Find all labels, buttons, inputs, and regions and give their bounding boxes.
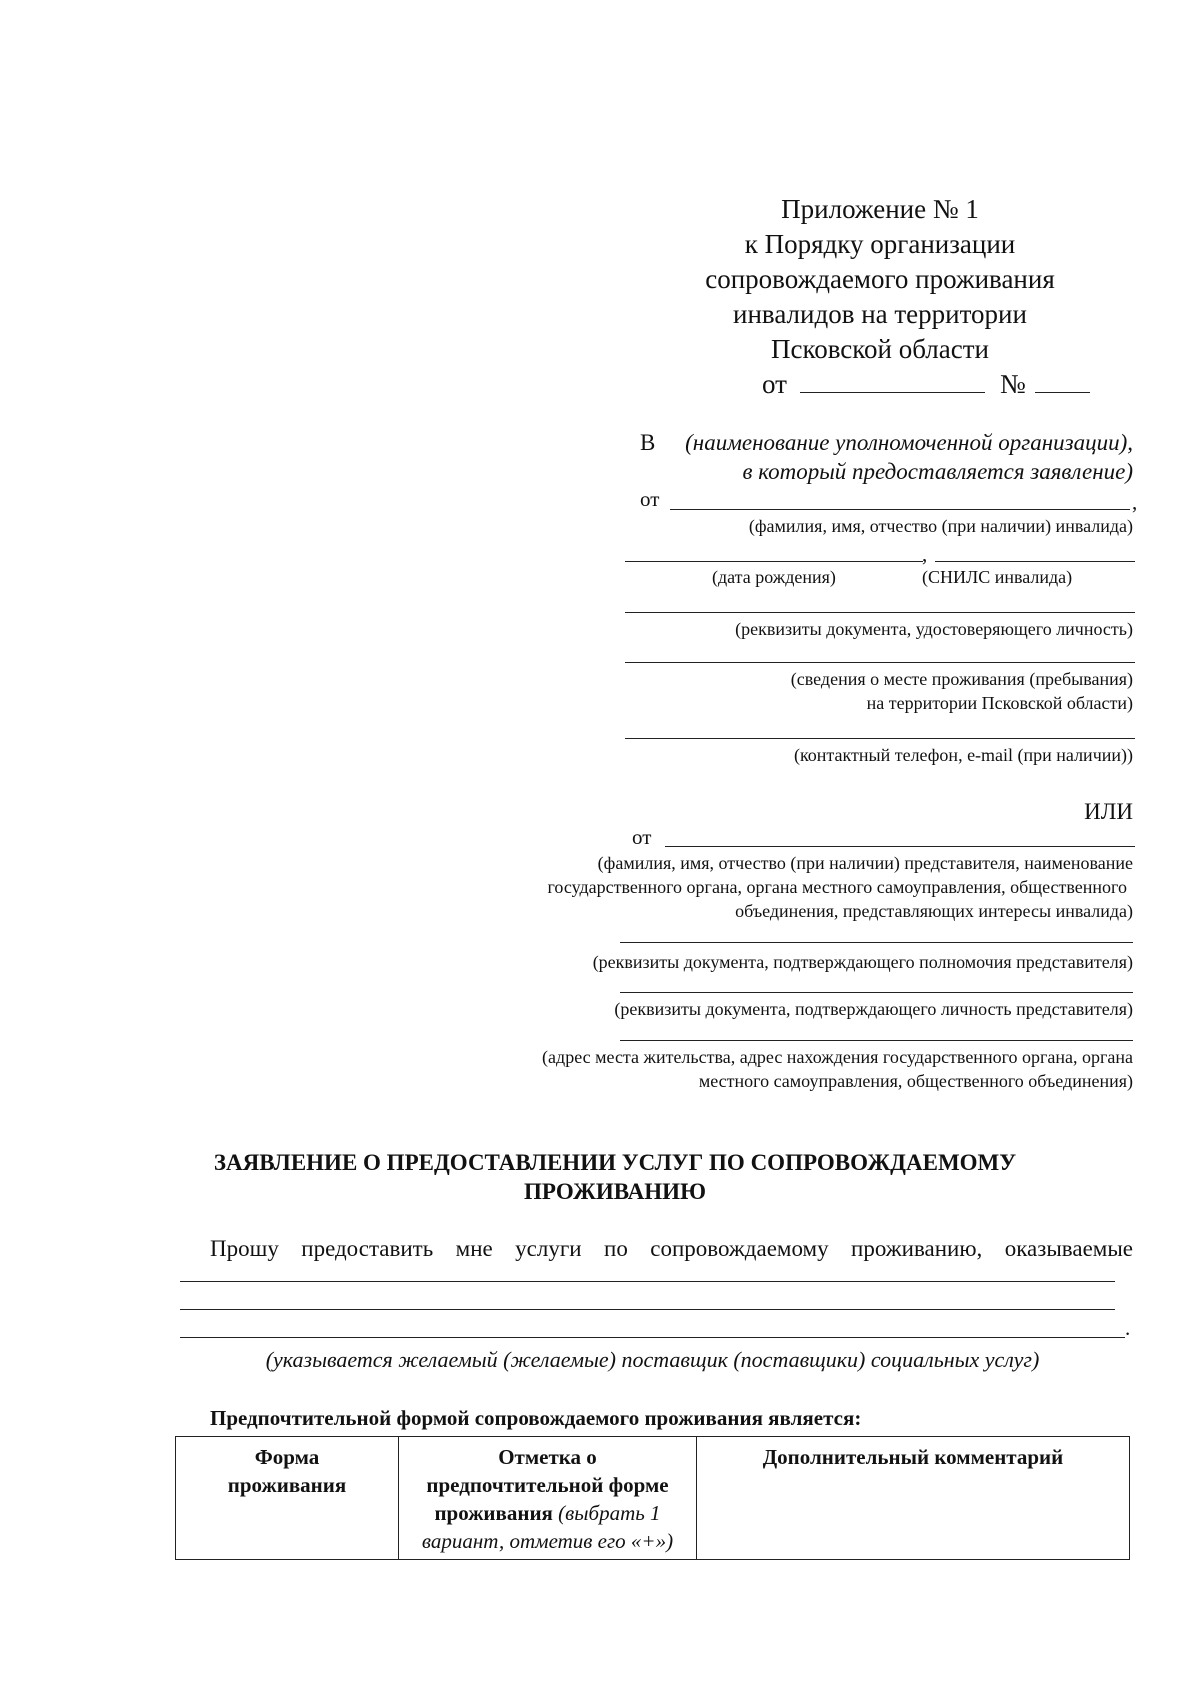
annex-number-label: № [1000,369,1026,399]
header-cell-text: предпочтительной форме [426,1473,669,1497]
address-caption: (адрес места жительства, адрес нахождения государственного органа, органа [542,1047,1133,1067]
annex-date-line[interactable] [800,392,985,393]
header-cell-text: Форма [254,1445,320,1469]
end-period: . [1125,1316,1131,1340]
annex-date-label: от [762,369,787,399]
authority-doc-field-line[interactable] [620,942,1133,943]
authority-doc-caption: (реквизиты документа, подтверждающего полномочия представителя) [592,952,1133,972]
comma: , [1132,490,1138,514]
identity-doc-caption: (реквизиты документа, удостоверяющего личность) [735,619,1133,639]
request-text: Прошу предоставить мне услуги по сопровождаемому проживанию, оказываемые [210,1236,1133,1261]
birth-date-caption: (дата рождения) [712,567,836,587]
fio-field-line[interactable] [670,509,1130,510]
header-cell-comment [697,1437,1130,1560]
residence-caption: (сведения о месте проживания (пребывания) [790,669,1133,689]
representative-fio-field-line[interactable] [665,846,1135,847]
provider-field-line[interactable] [180,1337,1125,1338]
annex-line: Псковской области [770,334,989,364]
snils-field-line[interactable] [935,561,1135,562]
from-label: от [632,825,652,849]
statement-title: ПРОЖИВАНИЮ [524,1179,706,1204]
preferred-form-heading: Предпочтительной формой сопровождаемого проживания является: [210,1406,862,1430]
address-caption: местного самоуправления, общественного объединения) [698,1071,1133,1091]
organization-caption: в который предоставляется заявление) [742,459,1133,484]
contact-field-line[interactable] [625,738,1135,739]
provider-caption: (указывается желаемый (желаемые) поставщик (поставщики) социальных услуг) [265,1347,1040,1372]
from-label: от [640,487,660,511]
address-field-line[interactable] [620,1040,1133,1041]
header-cell-mark [399,1437,697,1560]
or-label: ИЛИ [1084,799,1133,824]
comma: , [922,542,928,566]
birth-date-field-line[interactable] [625,561,923,562]
table-header-row [176,1437,1130,1560]
statement-title: ЗАЯВЛЕНИЕ О ПРЕДОСТАВЛЕНИИ УСЛУГ ПО СОПРОВОЖДАЕМОМУ [213,1150,1017,1175]
provider-field-line[interactable] [180,1281,1115,1282]
residence-field-line[interactable] [625,662,1135,663]
header-cell-text: вариант, отметив его «+») [421,1529,674,1553]
representative-caption: (фамилия, имя, отчество (при наличии) представителя, наименование [597,853,1133,873]
representative-caption: объединения, представляющих интересы инвалида) [735,901,1133,921]
header-cell-text: Дополнительный комментарий [762,1445,1064,1469]
identity-doc-field-line[interactable] [625,612,1135,613]
representative-caption: государственного органа, органа местного самоуправления, общественного [547,877,1127,897]
organization-caption: (наименование уполномоченной организации), [685,430,1133,455]
header-cell-text: Отметка о [498,1445,597,1469]
header-cell-form [176,1437,399,1560]
representative-identity-field-line[interactable] [620,992,1133,993]
header-cell-text: (выбрать 1 [558,1501,661,1525]
addressee-prefix: В [640,430,656,455]
snils-caption: (СНИЛС инвалида) [922,567,1073,587]
header-cell-text: проживания [227,1473,347,1497]
provider-field-line[interactable] [180,1309,1115,1310]
annex-title: Приложение № 1 [781,194,979,224]
annex-number-line[interactable] [1035,392,1090,393]
annex-line: сопровождаемого проживания [705,264,1055,294]
residence-caption: на территории Псковской области) [866,693,1133,713]
preferred-form-table [175,1436,1130,1560]
annex-line: инвалидов на территории [733,299,1027,329]
annex-line: к Порядку организации [744,229,1016,259]
contact-caption: (контактный телефон, e-mail (при наличии)) [793,745,1133,765]
header-cell-text: проживания [434,1501,553,1525]
fio-caption: (фамилия, имя, отчество (при наличии) инвалида) [748,516,1133,536]
representative-identity-caption: (реквизиты документа, подтверждающего личность представителя) [614,999,1133,1019]
